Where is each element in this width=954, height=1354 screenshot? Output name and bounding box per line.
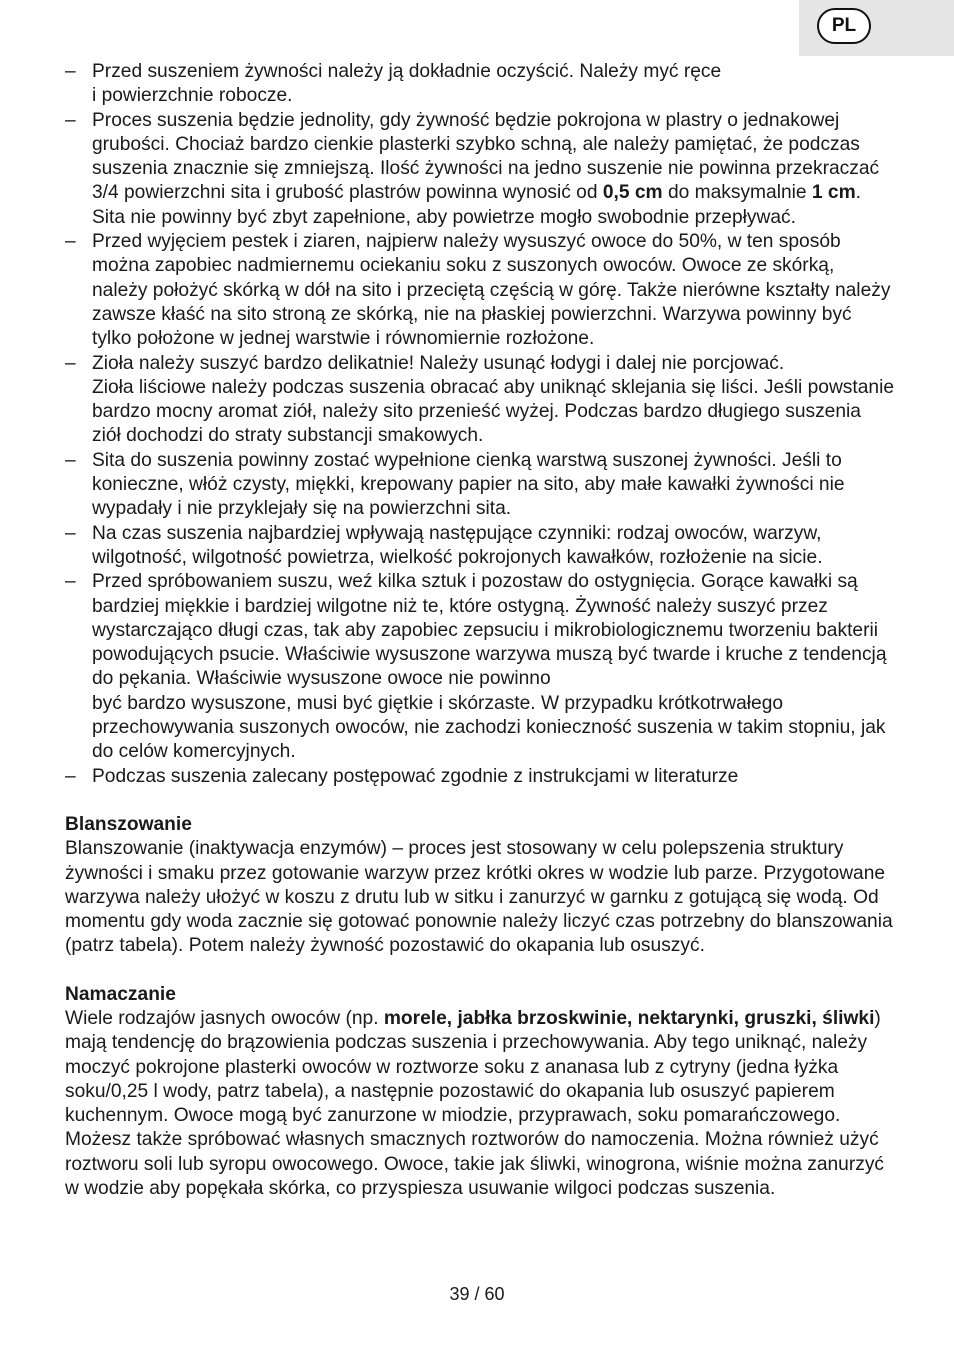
dash-marker: – [65,449,76,471]
language-tab [799,0,954,56]
section-title-blanching: Blanszowanie [65,813,192,835]
language-badge: PL [817,8,871,44]
list-item-text: . Sita nie powinny być zbyt zapełnione, aby powietrze mogło swobodnie przepływać. [92,182,861,228]
document-body [65,60,895,1201]
dash-marker: – [65,571,76,593]
list-item-text: Przed suszeniem żywności należy ją dokładnie oczyścić. Należy myć ręce i powierzchnie robocze. [92,61,722,107]
list-item [65,60,895,109]
paragraph-text: Wiele rodzajów jasnych owoców (np. [65,1007,384,1029]
section-body-blanching: Blanszowanie (inaktywacja enzymów) – proces jest stosowany w celu polepszenia struktury żywności i smaku przez gotowanie warzyw przez krótki okres w wodzie lub parze. Przygotowane warzywa należy ułożyć w koszu z drutu lub w sitku i zanurzyć w garnku z gotującą się wodą. Od momentu gdy woda zacznie się gotować ponownie należy liczyć czas potrzebny do blanszowania (patrz tabela). Potem należy żywność pozostawić do okapania lub osuszyć. [65,838,893,957]
dash-marker: – [65,352,76,374]
list-item-text: Proces suszenia będzie jednolity, gdy żywność będzie pokrojona w plastry o jednakowej grubości. Chociaż bardzo cienkie plasterki szybko schną, ale należy pamiętać, że podczas suszenia znacznie się zmniejszą. Ilość żywności na jedno suszenie nie powinna przekraczać 3/4 powierzchni sita i grubość plastrów powinna wynosić od [92,109,880,204]
section-body-soaking [65,1007,895,1201]
list-item-text: Sita do suszenia powinny zostać wypełnione cienką warstwą suszonej żywności. Jeśli to konieczne, włóż czysty, miękki, krepowany papier na sito, aby małe kawałki żywności nie wypadały i nie przyklejały się na powierzchni sita. [92,449,845,520]
list-item [65,570,895,764]
list-item-text: Na czas suszenia najbardziej wpływają następujące czynniki: rodzaj owoców, warzyw, wilgotność, wilgotność powietrza, wielkość pokrojonych kawałków, rozłożenie na sicie. [92,522,823,568]
list-item-text: Zioła należy suszyć bardzo delikatnie! Należy usunąć łodygi i dalej nie porcjować. Zioła liściowe należy podczas suszenia obracać aby uniknąć sklejania się liści. Jeśli powstanie bardzo mocny aromat ziół, należy sito przenieść wyżej. Podczas bardzo długiego suszenia ziół dochodzi do straty substancji smakowych. [92,352,895,447]
bold-value: 1 cm [811,182,856,204]
paragraph-text: ) mają tendencję do brązowienia podczas suszenia i przechowywania. Aby tego uniknąć, należy moczyć pokrojone plasterki owoców w roztworze soku z ananasa lub z cytryny (jedna łyżka soku/0,25 l wody, patrz tabela), a następnie pozostawić do okapania lub osuszyć papierem kuchennym. Owoce mogą być zanurzone w miodzie, przyprawach, soku pomarańczowego. Możesz także spróbować własnych smacznych roztworów do namoczenia. Można również użyć roztworu soli lub syropu owocowego. Owoce, takie jak śliwki, winogrona, wiśnie można zanurzyć w wodzie aby popękała skórka, co przyspiesza usuwanie wilgoci podczas suszenia. [65,1007,885,1200]
list-item [65,109,895,230]
dash-marker: – [65,109,76,131]
list-item [65,522,895,571]
bold-value: 0,5 cm [602,182,663,204]
list-item [65,449,895,522]
list-item-text: Podczas suszenia zalecany postępować zgodnie z instrukcjami w literaturze [92,765,739,787]
tips-list [65,60,895,789]
dash-marker: – [65,522,76,544]
dash-marker: – [65,765,76,787]
dash-marker: – [65,231,76,253]
list-item-text: do maksymalnie [662,182,812,204]
list-item-text: Przed spróbowaniem suszu, weź kilka sztuk i pozostaw do ostygnięcia. Gorące kawałki są bardziej miękkie i bardziej wilgotne niż te, które ostygną. Żywność należy suszyć przez wystarczająco długi czas, tak aby zapobiec zepsuciu i mikrobiologicznemu tworzeniu bakterii powodujących psucie. Właściwie wysuszone warzywa muszą być twarde i kruche z tendencją do pękania. Właściwie wysuszone owoce nie powinno być bardzo wysuszone, musi być giętkie i skórzaste. W przypadku krótkotrwałego przechowywania suszonych owoców, nie zachodzi konieczność suszenia w takim stopniu, jak do celów komercyjnych. [92,571,887,763]
section-title-soaking: Namaczanie [65,983,176,1005]
list-item-text: Przed wyjęciem pestek i ziaren, najpierw należy wysuszyć owoce do 50%, w ten sposób można zapobiec nadmiernemu ociekaniu soku z suszonych owoców. Owoce ze skórką, należy położyć skórką w dół na sito i przeciętą częścią w górę. Także nierówne kształty należy zawsze kłaść na sito stroną ze skórką, nie na płaskiej powierzchni. Warzywa powinny być tylko położone w jednej warstwie i równomiernie rozłożone. [92,231,891,350]
list-item [65,352,895,449]
bold-fruit-list: morele, jabłka brzoskwinie, nektarynki, gruszki, śliwki [383,1007,875,1029]
page-number: 39 / 60 [449,1284,505,1304]
dash-marker: – [65,61,76,82]
list-item [65,230,895,351]
list-item [65,765,895,789]
